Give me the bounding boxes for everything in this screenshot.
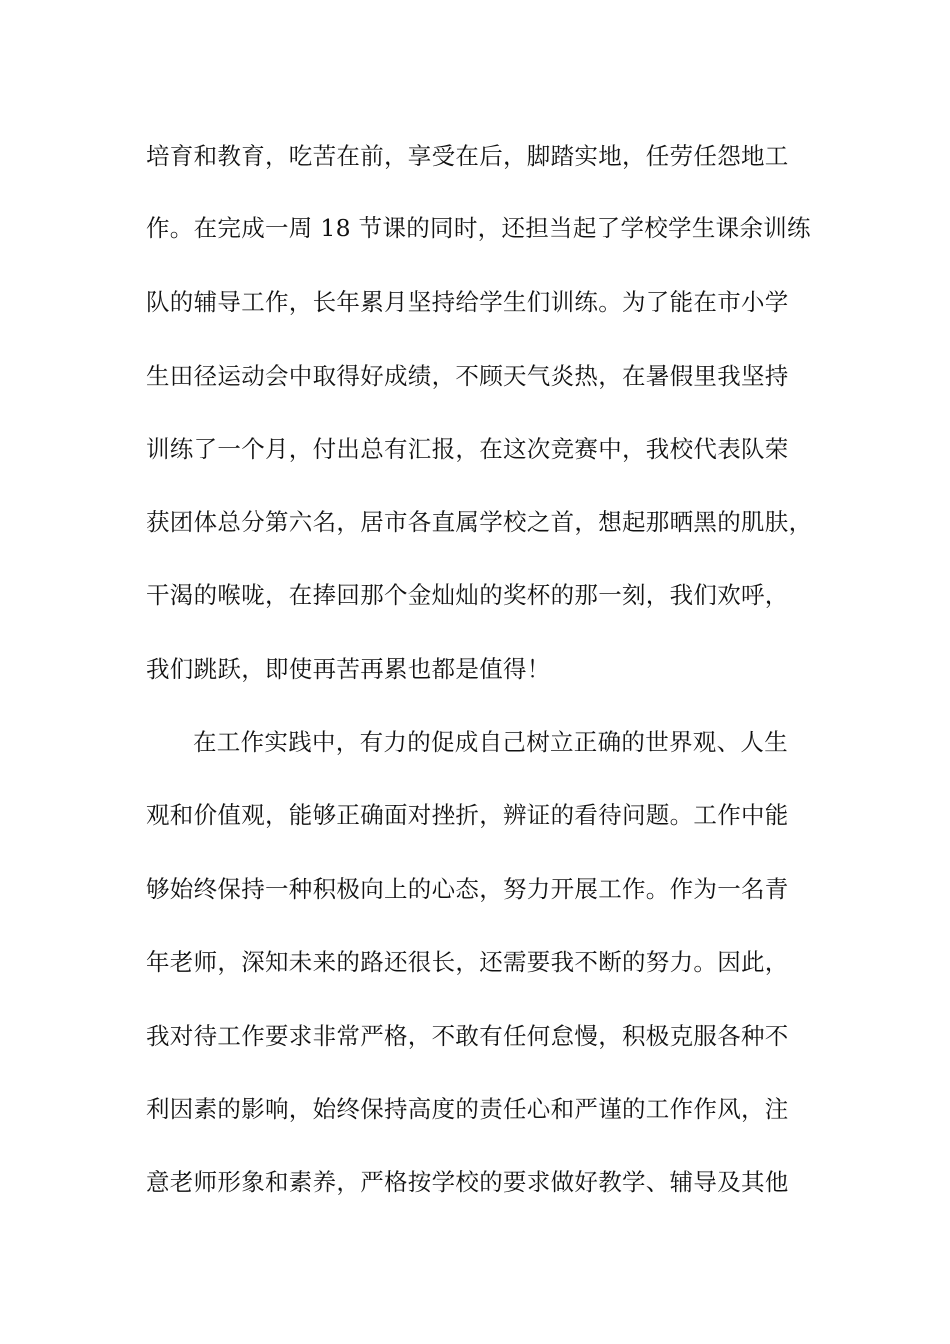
text-line: 够始终保持一种积极向上的心态，努力开展工作。作为一名青	[146, 875, 789, 903]
text-line: 观和价值观，能够正确面对挫折，辨证的看待问题。工作中能	[146, 801, 789, 829]
text-line: 在工作实践中，有力的促成自己树立正确的世界观、人生	[193, 728, 788, 756]
text-line: 利因素的影响，始终保持高度的责任心和严谨的工作作风，注	[146, 1095, 789, 1123]
text-line: 训练了一个月，付出总有汇报，在这次竞赛中，我校代表队荣	[146, 435, 789, 463]
text-line: 作。在完成一周 18 节课的同时，还担当起了学校学生课余训练	[146, 214, 811, 242]
text-line: 获团体总分第六名，居市各直属学校之首，想起那晒黑的肌肤，	[146, 508, 813, 536]
text-line: 我对待工作要求非常严格，不敢有任何怠慢，积极克服各种不	[146, 1022, 789, 1050]
text-line: 干渴的喉咙，在捧回那个金灿灿的奖杯的那一刻，我们欢呼，	[146, 581, 789, 609]
text-line: 生田径运动会中取得好成绩，不顾天气炎热，在暑假里我坚持	[146, 362, 789, 390]
text-line: 队的辅导工作，长年累月坚持给学生们训练。为了能在市小学	[146, 288, 789, 316]
text-line: 培育和教育，吃苦在前，享受在后，脚踏实地，任劳任怨地工	[146, 142, 789, 170]
text-line: 我们跳跃，即使再苦再累也都是值得！	[146, 655, 551, 683]
text-line: 年老师，深知未来的路还很长，还需要我不断的努力。因此，	[146, 948, 789, 976]
text-line: 意老师形象和素养，严格按学校的要求做好教学、辅导及其他	[146, 1168, 789, 1196]
